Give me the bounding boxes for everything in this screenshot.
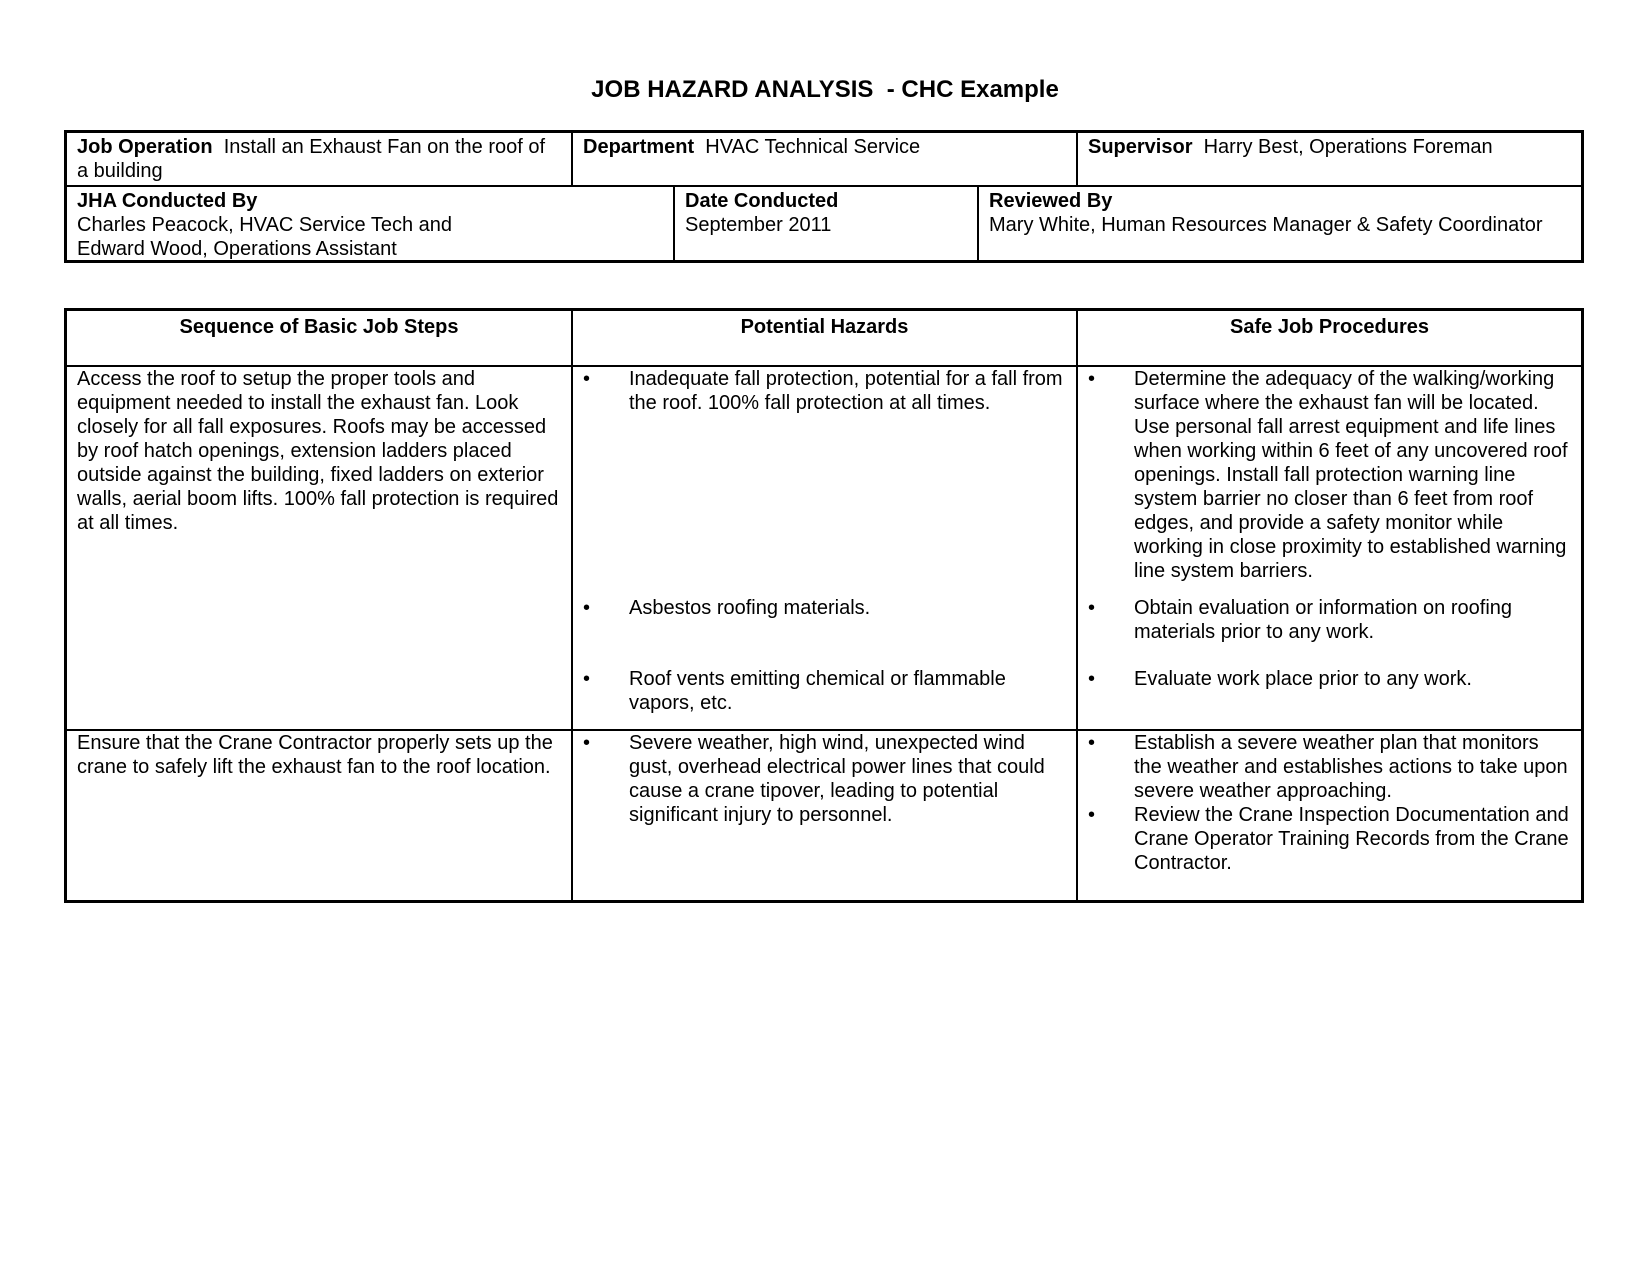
list-item — [1088, 803, 1569, 875]
hazard-text: Asbestos roofing materials. — [629, 597, 871, 619]
department-value: HVAC Technical Service — [705, 136, 921, 158]
list-item — [1088, 667, 1569, 691]
supervisor-cell — [1078, 133, 1581, 185]
conducted-by-line-1: Charles Peacock, HVAC Service Tech and — [77, 214, 452, 236]
hazards-cell — [573, 731, 1078, 902]
date-conducted-label: Date Conducted — [685, 190, 839, 212]
bullet-icon: • — [1088, 732, 1096, 754]
conducted-by-label: JHA Conducted By — [77, 190, 258, 212]
procedure-text: Evaluate work place prior to any work. — [1134, 668, 1472, 690]
hazards-cell — [573, 367, 1078, 729]
info-row-2 — [67, 187, 1581, 260]
bullet-icon: • — [583, 732, 591, 754]
job-step-cell — [67, 367, 573, 729]
header-safe-procedures: Safe Job Procedures — [1230, 316, 1429, 338]
job-operation-value: Install an Exhaust Fan on the roof of a building — [77, 136, 546, 182]
job-operation-cell — [67, 133, 573, 185]
department-cell — [573, 133, 1078, 185]
reviewed-by-label: Reviewed By — [989, 190, 1113, 212]
hazard-text: Roof vents emitting chemical or flammable vapors, etc. — [629, 668, 1006, 714]
info-row-1 — [67, 133, 1581, 187]
job-steps-table — [64, 308, 1584, 903]
page-title: JOB HAZARD ANALYSIS - CHC Example — [591, 76, 1059, 103]
list-item — [583, 731, 1064, 827]
list-item — [1088, 596, 1569, 667]
list-item — [583, 367, 1064, 596]
job-step-cell — [67, 731, 573, 902]
bullet-icon: • — [1088, 668, 1096, 690]
date-conducted-value: September 2011 — [685, 214, 832, 236]
procedures-cell — [1078, 367, 1581, 729]
job-step-text: Access the roof to setup the proper tools and equipment needed to install the exhaust fan. Look closely for all fall exposures. Roofs may be accessed by roof hatch openings, extension ladders placed outside against the building, fixed ladders on exterior walls, aerial boom lifts. 100% fall protection is required at all times. — [77, 368, 559, 534]
bullet-icon: • — [1088, 804, 1096, 826]
table-row — [67, 367, 1581, 731]
procedures-cell — [1078, 731, 1581, 902]
conducted-by-line-2: Edward Wood, Operations Assistant — [77, 238, 397, 260]
header-job-steps: Sequence of Basic Job Steps — [67, 311, 573, 365]
hazard-text: Severe weather, high wind, unexpected wind gust, overhead electrical power lines that could cause a crane tipover, leading to potential significant injury to personnel. — [629, 732, 1045, 826]
list-item — [583, 667, 1064, 715]
steps-header-row — [67, 311, 1581, 367]
procedure-text: Establish a severe weather plan that monitors the weather and establishes actions to take upon severe weather approaching. — [1134, 732, 1568, 802]
reviewed-by-cell — [979, 187, 1581, 260]
job-info-table — [64, 130, 1584, 263]
list-item — [583, 596, 1064, 667]
hazard-text: Inadequate fall protection, potential for a fall from the roof. 100% fall protection at all times. — [629, 368, 1063, 414]
job-step-text: Ensure that the Crane Contractor properly sets up the crane to safely lift the exhaust fan to the roof location. — [77, 732, 553, 778]
list-item — [1088, 731, 1569, 803]
supervisor-label: Supervisor — [1088, 136, 1193, 158]
bullet-icon: • — [1088, 597, 1096, 619]
supervisor-value: Harry Best, Operations Foreman — [1203, 136, 1493, 158]
bullet-icon: • — [583, 597, 591, 619]
job-operation-label: Job Operation — [77, 136, 213, 158]
procedure-text: Determine the adequacy of the walking/working surface where the exhaust fan will be located. Use personal fall arrest equipment and life lines when working within 6 feet of any uncovered roof openings. Install fall protection warning line system barrier no closer than 6 feet from roof edges, and provide a safety monitor while working in close proximity to established warning line system barriers. — [1134, 368, 1568, 582]
header-potential-hazards: Potential Hazards — [573, 311, 1078, 365]
bullet-icon: • — [1088, 368, 1096, 390]
date-conducted-cell — [675, 187, 979, 260]
table-row — [67, 731, 1581, 902]
reviewed-by-value: Mary White, Human Resources Manager & Safety Coordinator — [989, 214, 1543, 236]
procedure-text: Review the Crane Inspection Documentation and Crane Operator Training Records from the Crane Contractor. — [1134, 804, 1569, 874]
bullet-icon: • — [583, 668, 591, 690]
conducted-by-cell — [67, 187, 675, 260]
department-label: Department — [583, 136, 695, 158]
bullet-icon: • — [583, 368, 591, 390]
procedure-text: Obtain evaluation or information on roofing materials prior to any work. — [1134, 597, 1513, 643]
list-item — [1088, 367, 1569, 596]
